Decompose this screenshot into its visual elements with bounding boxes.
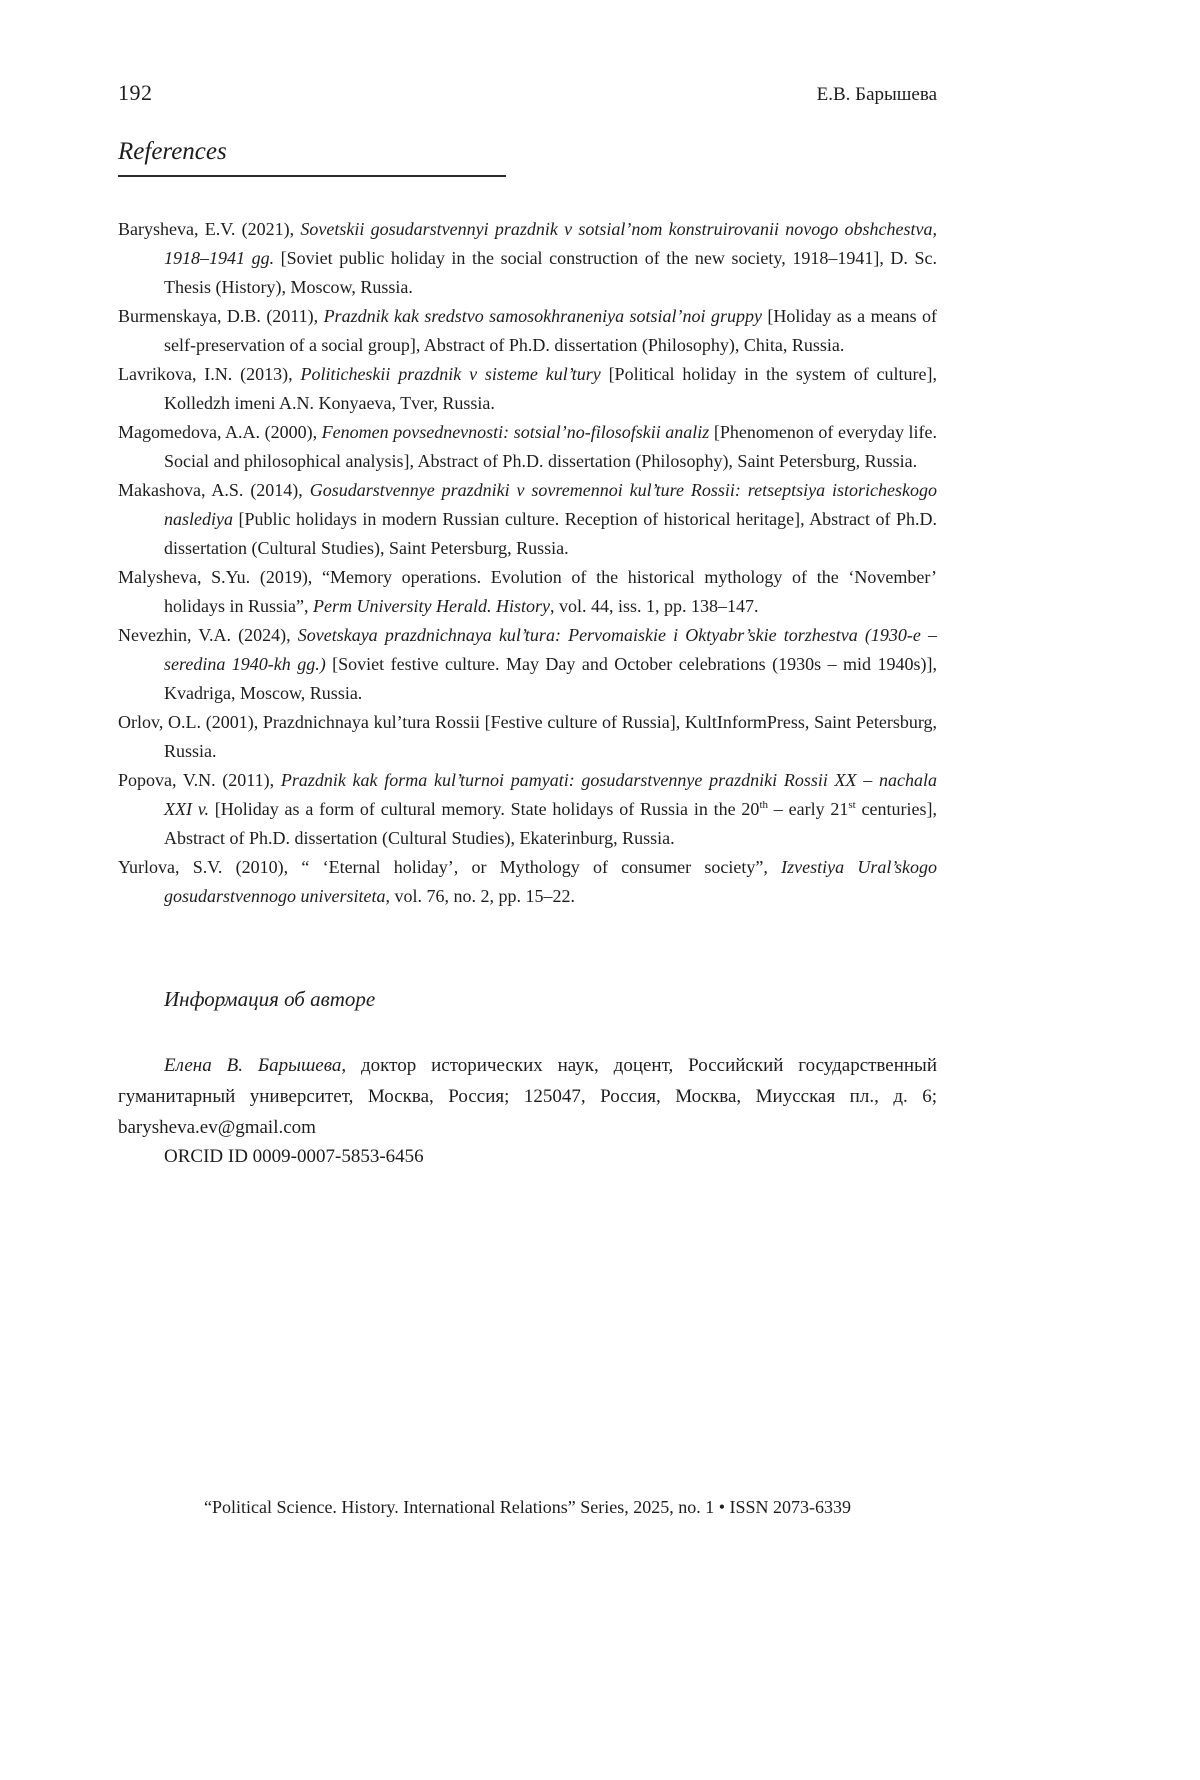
reference-segment: Magomedova, A.A. (2000), [118,422,322,442]
heading-rule [118,175,506,177]
reference-entry [118,708,937,766]
reference-segment: Politicheskii prazdnik v sisteme kul’tury [300,364,601,384]
reference-entry [118,621,937,708]
references-heading: References [118,138,227,165]
journal-footer: “Political Science. History. International Relations” Series, 2025, no. 1 • ISSN 2073-6339 [203,1497,852,1517]
author-segment: Елена В. Барышева [164,1055,342,1076]
author-info-paragraph [118,1050,937,1143]
reference-entry [118,418,937,476]
reference-segment: Sovetskaya prazdnichnaya kul’tura: Pervomaiskie i Oktyabr’skie torzhestva (1930-e – seredina 1940-kh gg.) [164,625,937,674]
reference-segment: Orlov, O.L. (2001), Prazdnichnaya kul’tura Rossii [Festive culture of Russia], KultInformPress, Saint Petersburg, Russia. [118,712,937,761]
references-list [118,215,937,911]
reference-segment: [Holiday as a form of cultural memory. State holidays of Russia in the 20 [208,799,760,819]
reference-segment: Popova, V.N. (2011), [118,770,281,790]
reference-segment: Nevezhin, V.A. (2024), [118,625,298,645]
reference-entry [118,302,937,360]
reference-segment: [Holiday as a means of self-preservation of a social group], Abstract of Ph.D. dissertation (Philosophy), Chita, Russia. [164,306,937,355]
reference-segment: Makashova, A.S. (2014), [118,480,310,500]
reference-segment: [Phenomenon of everyday life. Social and philosophical analysis], Abstract of Ph.D. dissertation (Philosophy), Saint Petersburg, Russia. [164,422,937,471]
reference-segment: [Political holiday in the system of culture], Kolledzh imeni A.N. Konyaeva, Tver, Russia. [164,364,938,413]
reference-segment: Malysheva, S.Yu. (2019), “Memory operations. Evolution of the historical mythology of the ‘November’ holidays in Russia”, [118,567,937,616]
author-info-heading: Информация об авторе [164,987,376,1011]
orcid-line: ORCID ID 0009-0007-5853-6456 [164,1146,424,1167]
reference-segment: [Soviet festive culture. May Day and October celebrations (1930s – mid 1940s)], Kvadriga, Moscow, Russia. [164,654,937,703]
reference-segment: Prazdnik kak forma kul’turnoi pamyati: gosudarstvennye prazdniki Rossii XX – nachala XXI v. [164,770,937,819]
reference-entry [118,476,937,563]
reference-segment: Barysheva, E.V. (2021), [118,219,301,239]
reference-entry [118,853,937,911]
reference-segment: Burmenskaya, D.B. (2011), [118,306,324,326]
author-segment: , доктор исторических наук, доцент, Российский государственный гуманитарный университет, Москва, Россия; 125047, Россия, Москва, Миусская пл., д. 6; barysheva.ev@gmail.com [118,1055,937,1138]
reference-segment: Yurlova, S.V. (2010), “ ‘Eternal holiday’, or Mythology of consumer society”, [118,857,782,877]
reference-segment: th [759,799,768,811]
reference-segment: Prazdnik kak sredstvo samosokhraneniya sotsial’noi gruppy [323,306,762,326]
reference-entry [118,215,937,302]
reference-segment: , vol. 76, no. 2, pp. 15–22. [385,886,575,906]
reference-entry [118,360,937,418]
reference-segment: Izvestiya Ural’skogo gosudarstvennogo universiteta [164,857,937,906]
reference-segment: st [848,799,856,811]
reference-segment: [Soviet public holiday in the social construction of the new society, 1918–1941], D. Sc. Thesis (History), Moscow, Russia. [164,248,938,297]
reference-segment: – early 21 [768,799,849,819]
reference-segment: Gosudarstvennye prazdniki v sovremennoi kul’ture Rossii: retseptsiya istoricheskogo naslediya [164,480,937,529]
reference-segment: centuries], Abstract of Ph.D. dissertation (Cultural Studies), Ekaterinburg, Russia. [164,799,938,848]
reference-segment: Lavrikova, I.N. (2013), [118,364,301,384]
running-head-author: Е.В. Барышева [816,84,937,105]
reference-segment: Sovetskii gosudarstvennyi prazdnik v sotsial’nom konstruirovanii novogo obshchestva, 1918–1941 gg. [164,219,937,268]
reference-segment: Perm University Herald. History [313,596,550,616]
reference-entry [118,563,937,621]
reference-segment: [Public holidays in modern Russian culture. Reception of historical heritage], Abstract of Ph.D. dissertation (Cultural Studies), Saint Petersburg, Russia. [164,509,937,558]
reference-segment: Fenomen povsednevnosti: sotsial’no-filosofskii analiz [321,422,710,442]
reference-entry [118,766,937,853]
reference-segment: , vol. 44, iss. 1, pp. 138–147. [549,596,759,616]
running-head [118,80,937,106]
page-number: 192 [118,80,153,105]
